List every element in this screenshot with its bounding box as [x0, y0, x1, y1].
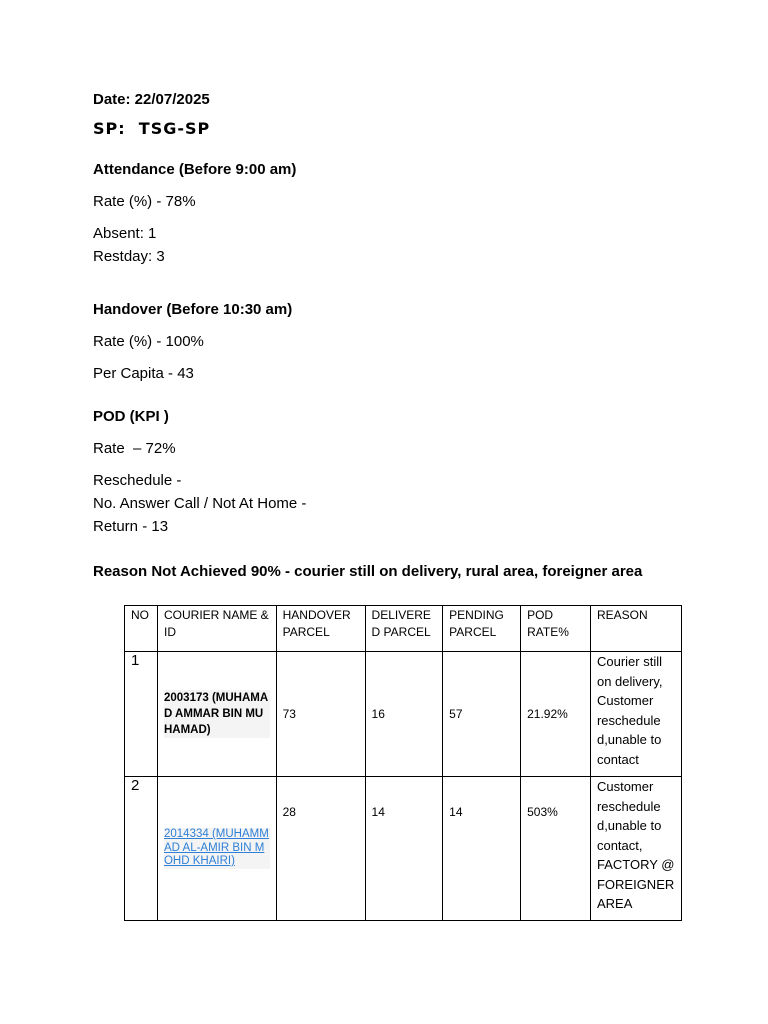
- courier-name-link[interactable]: 2014334 (MUHAMMAD AL-AMIR BIN MOHD KHAIRI): [163, 828, 269, 868]
- pod-reschedule: Reschedule -: [93, 472, 182, 489]
- pod-heading: POD (KPI ): [93, 408, 169, 425]
- handover-per-capita: Per Capita - 43: [93, 365, 194, 382]
- header-pod-rate: POD RATE%: [521, 606, 591, 652]
- cell-pending: 57: [443, 652, 521, 777]
- handover-rate: Rate (%) - 100%: [93, 333, 204, 350]
- cell-no: 1: [125, 652, 158, 777]
- reason-heading: Reason Not Achieved 90% - courier still on delivery, rural area, foreigner area: [93, 563, 643, 580]
- courier-table: [124, 605, 682, 921]
- handover-heading: Handover (Before 10:30 am): [93, 301, 293, 318]
- cell-pod-rate: 21.92%: [521, 652, 591, 777]
- header-no: NO: [125, 606, 158, 652]
- pod-rate: Rate – 72%: [93, 440, 176, 457]
- header-pending: PENDING PARCEL: [443, 606, 521, 652]
- table-header-row: [125, 606, 682, 652]
- cell-pod-rate: 503%: [521, 777, 591, 921]
- header-courier-name: COURIER NAME & ID: [157, 606, 276, 652]
- cell-no: 2: [125, 777, 158, 921]
- cell-courier-name: [157, 652, 276, 777]
- header-reason: REASON: [590, 606, 681, 652]
- attendance-rate: Rate (%) - 78%: [93, 193, 196, 210]
- attendance-absent: Absent: 1: [93, 225, 157, 242]
- cell-delivered: 16: [365, 652, 443, 777]
- cell-delivered: 14: [365, 777, 443, 921]
- cell-courier-name: [157, 777, 276, 921]
- header-handover: HANDOVER PARCEL: [276, 606, 365, 652]
- attendance-restday: Restday: 3: [93, 248, 165, 265]
- report-date: Date: 22/07/2025: [93, 91, 210, 108]
- document-body: [93, 88, 693, 583]
- pod-no-answer: No. Answer Call / Not At Home -: [93, 495, 307, 512]
- cell-reason: Courier still on delivery, Customer reschedule d,unable to contact: [590, 652, 681, 777]
- attendance-heading: Attendance (Before 9:00 am): [93, 161, 297, 178]
- cell-pending: 14: [443, 777, 521, 921]
- header-delivered: DELIVERED PARCEL: [365, 606, 443, 652]
- cell-handover: 28: [276, 777, 365, 921]
- cell-reason: Customer reschedule d,unable to contact, FACTORY @ FOREIGNER AREA: [590, 777, 681, 921]
- table-row: [125, 652, 682, 777]
- sp-code: SP: TSG-SP: [93, 119, 211, 138]
- table-row: [125, 777, 682, 921]
- cell-handover: 73: [276, 652, 365, 777]
- pod-return: Return - 13: [93, 518, 169, 535]
- courier-name-text: 2003173 (MUHAMAD AMMAR BIN MUHAMAD): [163, 692, 269, 736]
